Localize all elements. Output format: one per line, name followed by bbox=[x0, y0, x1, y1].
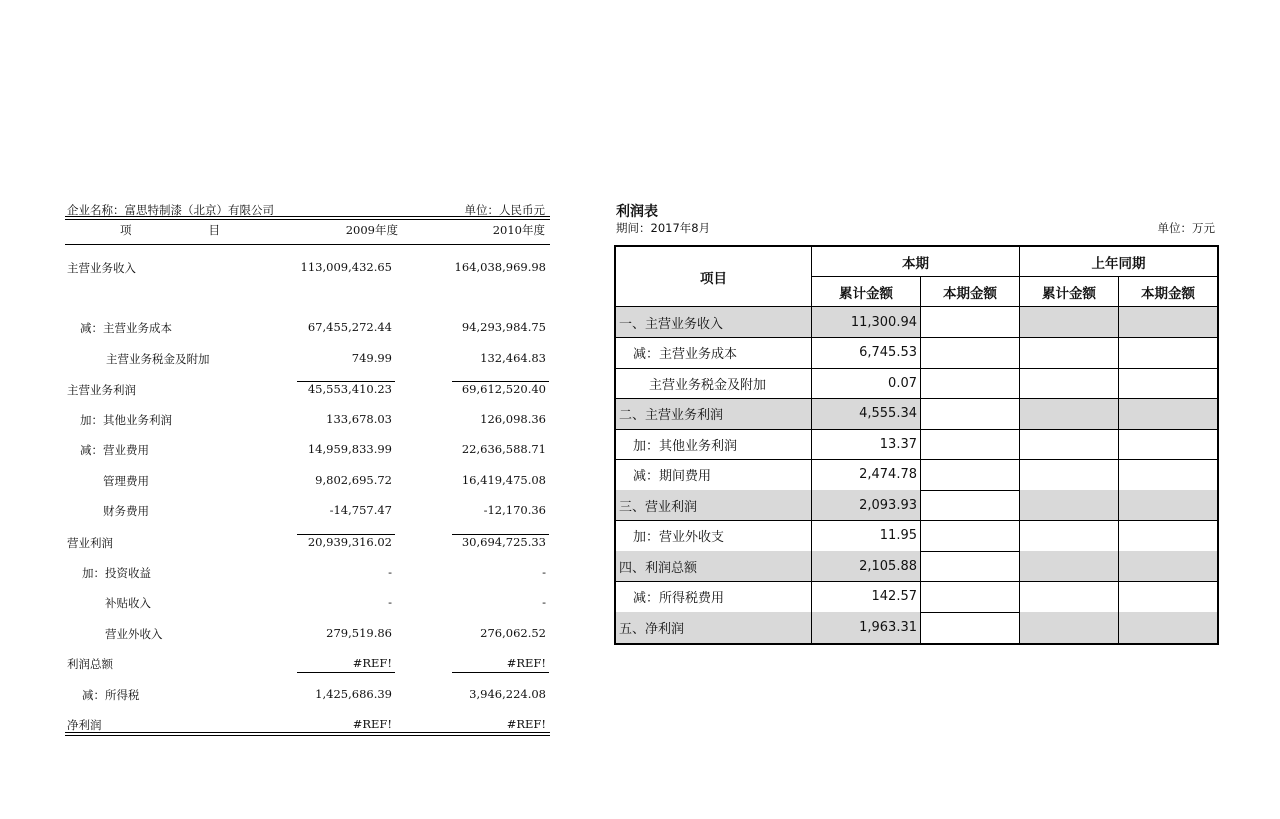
subtotal-rule bbox=[297, 672, 395, 673]
header-prior-cumulative: 累计金额 bbox=[1020, 277, 1119, 307]
cumulative-amount: 2,474.78 bbox=[812, 460, 921, 491]
table-row bbox=[65, 717, 550, 737]
value-2010: 132,464.83 bbox=[480, 351, 546, 365]
empty-cell bbox=[921, 307, 1020, 338]
value-2009: -14,757.47 bbox=[329, 503, 392, 517]
header-current-cumulative: 累计金额 bbox=[812, 277, 921, 307]
empty-cell bbox=[1119, 582, 1217, 613]
empty-cell bbox=[1020, 582, 1119, 613]
value-2009: 14,959,833.99 bbox=[307, 442, 392, 456]
empty-cell bbox=[1020, 521, 1119, 552]
row-label: 四、利润总额 bbox=[616, 551, 812, 582]
table-row bbox=[65, 412, 550, 432]
empty-cell bbox=[921, 582, 1020, 613]
value-2009: 749.99 bbox=[351, 351, 392, 365]
row-label: 加：其他业务利润 bbox=[80, 413, 172, 427]
row-label: 利润总额 bbox=[67, 657, 113, 671]
row-label: 五、净利润 bbox=[616, 612, 812, 643]
header-prior-period: 本期金额 bbox=[1119, 277, 1217, 307]
statement-period: 期间：2017年8月 bbox=[616, 221, 711, 235]
empty-cell bbox=[1119, 490, 1217, 521]
row-label: 营业利润 bbox=[67, 536, 113, 550]
empty-cell bbox=[921, 551, 1020, 582]
value-2010: 164,038,969.98 bbox=[454, 260, 546, 274]
row-label: 主营业务税金及附加 bbox=[106, 352, 210, 366]
header-group-prior: 上年同期 bbox=[1020, 247, 1217, 277]
value-2009: 1,425,686.39 bbox=[315, 687, 392, 701]
row-label: 二、主营业务利润 bbox=[616, 399, 812, 430]
value-2010: - bbox=[542, 565, 546, 579]
empty-cell bbox=[1020, 460, 1119, 491]
table-grid bbox=[616, 247, 1217, 643]
value-2009: - bbox=[388, 595, 392, 609]
value-2009: 45,553,410.23 bbox=[307, 382, 392, 396]
table-row bbox=[65, 503, 550, 523]
row-label: 一、主营业务收入 bbox=[616, 307, 812, 338]
empty-cell bbox=[1020, 368, 1119, 399]
empty-cell bbox=[1020, 429, 1119, 460]
empty-cell bbox=[1119, 612, 1217, 643]
header-current-period: 本期金额 bbox=[921, 277, 1020, 307]
table-row bbox=[65, 535, 550, 555]
row-label: 主营业务税金及附加 bbox=[616, 368, 812, 399]
table-row bbox=[65, 351, 550, 371]
table-row bbox=[65, 687, 550, 707]
cumulative-amount: 2,105.88 bbox=[812, 551, 921, 582]
empty-cell bbox=[1119, 338, 1217, 369]
cumulative-amount: 11,300.94 bbox=[812, 307, 921, 338]
value-2009: 279,519.86 bbox=[326, 626, 392, 640]
empty-cell bbox=[1020, 338, 1119, 369]
column-header-2010: 2010年度 bbox=[492, 223, 545, 237]
subtotal-rule bbox=[452, 672, 549, 673]
row-label: 管理费用 bbox=[103, 474, 149, 488]
empty-cell bbox=[1020, 490, 1119, 521]
column-header-item: 项 目 bbox=[120, 223, 238, 237]
value-2009: 67,455,272.44 bbox=[307, 320, 392, 334]
row-label: 加：投资收益 bbox=[82, 566, 151, 580]
row-label: 补贴收入 bbox=[105, 596, 151, 610]
empty-cell bbox=[1020, 307, 1119, 338]
cumulative-amount: 4,555.34 bbox=[812, 399, 921, 430]
value-2010: 30,694,725.33 bbox=[461, 535, 546, 549]
value-2009: 9,802,695.72 bbox=[315, 473, 392, 487]
value-2009: - bbox=[388, 565, 392, 579]
row-label: 主营业务利润 bbox=[67, 383, 136, 397]
column-header-2009: 2009年度 bbox=[345, 223, 398, 237]
value-2010: -12,170.36 bbox=[483, 503, 546, 517]
row-label: 三、营业利润 bbox=[616, 490, 812, 521]
empty-cell bbox=[1119, 399, 1217, 430]
row-label: 减：主营业务成本 bbox=[616, 338, 812, 369]
row-label: 主营业务收入 bbox=[67, 261, 136, 275]
empty-cell bbox=[1020, 551, 1119, 582]
row-label: 营业外收入 bbox=[105, 627, 163, 641]
double-bottom-rule bbox=[65, 735, 550, 736]
table-row bbox=[65, 473, 550, 493]
left-statement-header bbox=[65, 200, 550, 216]
table-row bbox=[65, 626, 550, 646]
empty-cell bbox=[921, 460, 1020, 491]
value-2010: 69,612,520.40 bbox=[461, 382, 546, 396]
table-row bbox=[65, 565, 550, 585]
row-label: 加：营业外收支 bbox=[616, 521, 812, 552]
statement-unit: 单位：万元 bbox=[1157, 221, 1215, 235]
statement-title: 利润表 bbox=[616, 204, 658, 220]
empty-cell bbox=[921, 490, 1020, 521]
empty-cell bbox=[921, 338, 1020, 369]
income-statement-table bbox=[614, 245, 1219, 645]
table-row bbox=[65, 656, 550, 676]
left-statement-rows bbox=[65, 245, 550, 765]
table-row bbox=[65, 595, 550, 615]
row-label: 净利润 bbox=[67, 718, 102, 732]
value-2010: 3,946,224.08 bbox=[469, 687, 546, 701]
empty-cell bbox=[921, 368, 1020, 399]
value-2010: 22,636,588.71 bbox=[461, 442, 546, 456]
row-label: 减：期间费用 bbox=[616, 460, 812, 491]
row-label: 减：主营业务成本 bbox=[80, 321, 172, 335]
value-2010: #REF! bbox=[506, 656, 546, 670]
table-row bbox=[65, 382, 550, 402]
cumulative-amount: 11.95 bbox=[812, 521, 921, 552]
empty-cell bbox=[921, 399, 1020, 430]
empty-cell bbox=[1119, 307, 1217, 338]
empty-cell bbox=[1119, 460, 1217, 491]
row-label: 加：其他业务利润 bbox=[616, 429, 812, 460]
empty-cell bbox=[921, 429, 1020, 460]
column-header-row bbox=[65, 220, 550, 244]
empty-cell bbox=[1020, 399, 1119, 430]
value-2010: 126,098.36 bbox=[480, 412, 546, 426]
company-name: 企业名称：富思特制漆（北京）有限公司 bbox=[67, 203, 274, 217]
empty-cell bbox=[1119, 521, 1217, 552]
value-2010: 16,419,475.08 bbox=[461, 473, 546, 487]
empty-cell bbox=[1119, 429, 1217, 460]
table-row bbox=[65, 442, 550, 462]
cumulative-amount: 1,963.31 bbox=[812, 612, 921, 643]
double-bottom-rule bbox=[65, 732, 550, 733]
cumulative-amount: 13.37 bbox=[812, 429, 921, 460]
cumulative-amount: 0.07 bbox=[812, 368, 921, 399]
row-label: 财务费用 bbox=[103, 504, 149, 518]
empty-cell bbox=[1119, 368, 1217, 399]
left-income-statement bbox=[65, 200, 550, 765]
header-group-current: 本期 bbox=[812, 247, 1020, 277]
empty-cell bbox=[921, 612, 1020, 643]
value-2009: 20,939,316.02 bbox=[307, 535, 392, 549]
value-2009: #REF! bbox=[352, 717, 392, 731]
value-2009: 113,009,432.65 bbox=[300, 260, 392, 274]
table-row bbox=[65, 260, 550, 280]
value-2010: 276,062.52 bbox=[480, 626, 546, 640]
value-2010: 94,293,984.75 bbox=[461, 320, 546, 334]
value-2010: - bbox=[542, 595, 546, 609]
table-row bbox=[65, 320, 550, 340]
row-label: 减：营业费用 bbox=[80, 443, 149, 457]
value-2010: #REF! bbox=[506, 717, 546, 731]
value-2009: 133,678.03 bbox=[326, 412, 392, 426]
cumulative-amount: 6,745.53 bbox=[812, 338, 921, 369]
currency-unit: 单位：人民币元 bbox=[464, 203, 545, 217]
empty-cell bbox=[1119, 551, 1217, 582]
cumulative-amount: 142.57 bbox=[812, 582, 921, 613]
cumulative-amount: 2,093.93 bbox=[812, 490, 921, 521]
value-2009: #REF! bbox=[352, 656, 392, 670]
row-label: 减：所得税费用 bbox=[616, 582, 812, 613]
empty-cell bbox=[1020, 612, 1119, 643]
header-item: 项目 bbox=[616, 247, 812, 307]
empty-cell bbox=[921, 521, 1020, 552]
row-label: 减：所得税 bbox=[82, 688, 140, 702]
